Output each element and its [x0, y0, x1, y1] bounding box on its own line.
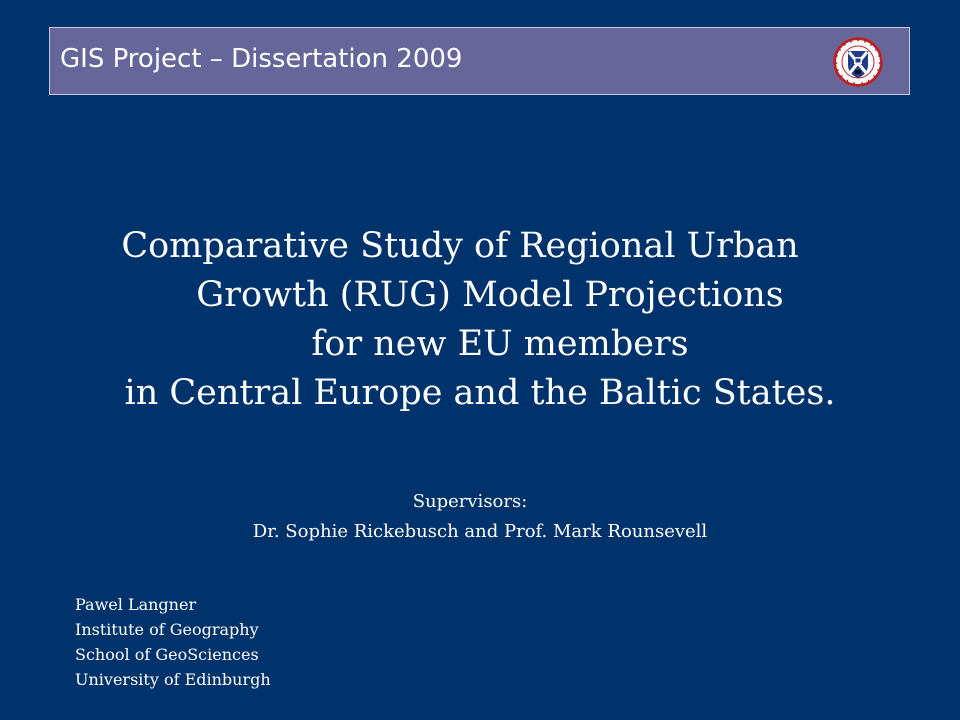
title-line-2: Growth (RUG) Model Projections	[196, 275, 784, 315]
title-line-4: in Central Europe and the Baltic States.	[124, 373, 836, 413]
author-block	[75, 592, 271, 692]
presentation-title	[30, 222, 930, 418]
supervisors-names: Dr. Sophie Rickebusch and Prof. Mark Rounsevell	[252, 521, 708, 542]
title-line-1: Comparative Study of Regional Urban	[121, 226, 799, 266]
title-line-3: for new EU members	[311, 324, 689, 364]
author-university: University of Edinburgh	[75, 670, 271, 689]
header-title: GIS Project – Dissertation 2009	[60, 44, 463, 74]
author-school: School of GeoSciences	[75, 645, 259, 664]
header-bar	[49, 27, 910, 95]
supervisors-block	[0, 487, 960, 547]
author-name: Pawel Langner	[75, 595, 197, 614]
author-institute: Institute of Geography	[75, 620, 259, 639]
supervisors-label: Supervisors:	[412, 491, 528, 512]
university-crest-icon	[832, 36, 884, 88]
